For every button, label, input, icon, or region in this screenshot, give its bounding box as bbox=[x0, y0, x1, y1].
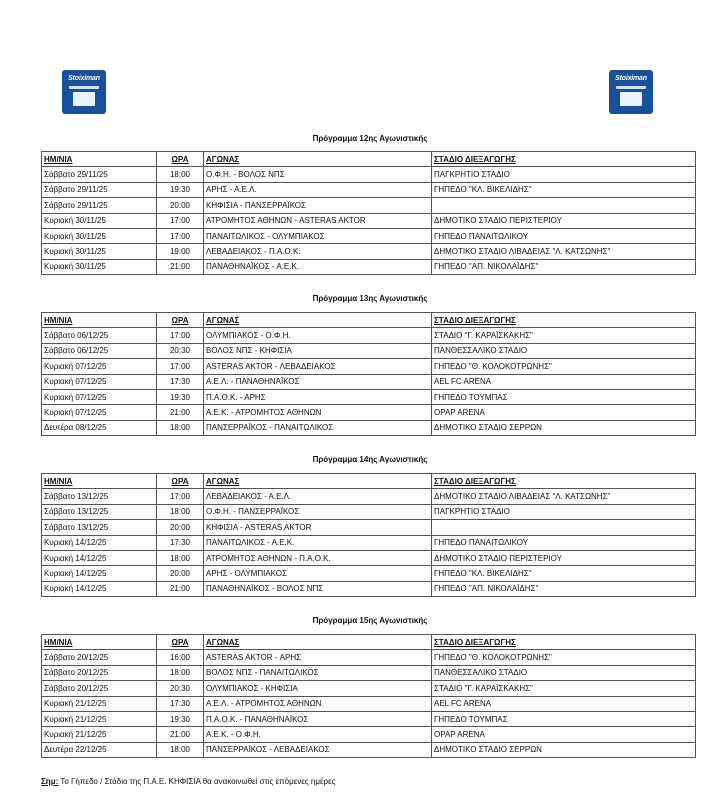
cell-time: 18:00 bbox=[157, 420, 204, 435]
cell-match: ΠΑΝΑΙΤΩΛΙΚΟΣ - Α.Ε.Κ. bbox=[204, 535, 432, 550]
logo-wordmark: Stoiximan bbox=[615, 75, 647, 82]
table-header-row bbox=[42, 313, 696, 328]
schedule-table bbox=[41, 312, 696, 436]
cell-time: 18:00 bbox=[157, 742, 204, 757]
table-row bbox=[42, 696, 696, 711]
cell-venue: ΔΗΜΟΤΙΚΟ ΣΤΑΔΙΟ ΣΕΡΡΩΝ bbox=[432, 420, 696, 435]
table-header-row bbox=[42, 152, 696, 167]
header-time: ΩΡΑ bbox=[157, 313, 204, 328]
cell-time: 16:00 bbox=[157, 650, 204, 665]
cell-venue: AEL FC ARENA bbox=[432, 374, 696, 389]
cell-match: Α.Ε.Λ. - ΑΤΡΟΜΗΤΟΣ ΑΘΗΝΩΝ bbox=[204, 696, 432, 711]
footnote-text: Το Γήπεδο / Στάδιο της Π.Α.Ε. ΚΗΦΙΣΙΑ θα ανακοινωθεί στις επόμενες ημέρες bbox=[58, 777, 336, 786]
cell-venue: ΠΑΓΚΡΗΤΙΟ ΣΤΑΔΙΟ bbox=[432, 504, 696, 519]
cell-match: ΚΗΦΙΣΙΑ - ASTERAS AKTOR bbox=[204, 520, 432, 535]
table-row bbox=[42, 727, 696, 742]
cell-venue: ΓΗΠΕΔΟ "ΚΛ. ΒΙΚΕΛΙΔΗΣ" bbox=[432, 182, 696, 197]
table-row bbox=[42, 711, 696, 726]
header-date: ΗΜ/ΝΙΑ bbox=[42, 635, 157, 650]
cell-date: Σάββατο 06/12/25 bbox=[42, 343, 157, 358]
table-row bbox=[42, 328, 696, 343]
cell-date: Κυριακή 30/11/25 bbox=[42, 228, 157, 243]
header-venue: ΣΤΑΔΙΟ ΔΙΕΞΑΓΩΓΗΣ bbox=[432, 474, 696, 489]
cell-time: 17:30 bbox=[157, 535, 204, 550]
cell-time: 20:30 bbox=[157, 681, 204, 696]
cell-time: 17:00 bbox=[157, 489, 204, 504]
cell-date: Σάββατο 06/12/25 bbox=[42, 328, 157, 343]
cell-date: Σάββατο 29/11/25 bbox=[42, 167, 157, 182]
cell-time: 17:00 bbox=[157, 228, 204, 243]
cell-match: Α.Ε.Λ. - ΠΑΝΑΘΗΝΑΪΚΟΣ bbox=[204, 374, 432, 389]
header-date: ΗΜ/ΝΙΑ bbox=[42, 313, 157, 328]
cell-venue: OPAP ARENA bbox=[432, 727, 696, 742]
cell-venue: ΔΗΜΟΤΙΚΟ ΣΤΑΔΙΟ ΛΙΒΑΔΕΙΑΣ "Λ. ΚΑΤΣΩΝΗΣ" bbox=[432, 244, 696, 259]
cell-match: Α.Ε.Κ. - Ο.Φ.Η. bbox=[204, 727, 432, 742]
cell-time: 20:00 bbox=[157, 566, 204, 581]
header-time: ΩΡΑ bbox=[157, 152, 204, 167]
cell-match: ASTERAS AKTOR - ΛΕΒΑΔΕΙΑΚΟΣ bbox=[204, 359, 432, 374]
header-venue: ΣΤΑΔΙΟ ΔΙΕΞΑΓΩΓΗΣ bbox=[432, 313, 696, 328]
header-match: ΑΓΩΝΑΣ bbox=[204, 313, 432, 328]
cell-venue: ΓΗΠΕΔΟ "Θ. ΚΟΛΟΚΟΤΡΩΝΗΣ" bbox=[432, 359, 696, 374]
round-title: Πρόγραμμα 12ης Αγωνιστικής bbox=[312, 134, 428, 143]
cell-match: ΟΛΥΜΠΙΑΚΟΣ - ΚΗΦΙΣΙΑ bbox=[204, 681, 432, 696]
cell-date: Κυριακή 30/11/25 bbox=[42, 213, 157, 228]
cell-time: 17:30 bbox=[157, 696, 204, 711]
header-time: ΩΡΑ bbox=[157, 474, 204, 489]
table-row bbox=[42, 244, 696, 259]
cell-time: 19:30 bbox=[157, 711, 204, 726]
cell-match: Π.Α.Ο.Κ. - ΑΡΗΣ bbox=[204, 389, 432, 404]
cell-venue: ΓΗΠΕΔΟ ΠΑΝΑΙΤΩΛΙΚΟΥ bbox=[432, 535, 696, 550]
schedule-table bbox=[41, 151, 696, 275]
cell-time: 17:30 bbox=[157, 374, 204, 389]
header-venue: ΣΤΑΔΙΟ ΔΙΕΞΑΓΩΓΗΣ bbox=[432, 152, 696, 167]
table-row bbox=[42, 681, 696, 696]
table-row bbox=[42, 182, 696, 197]
cell-date: Κυριακή 30/11/25 bbox=[42, 244, 157, 259]
table-row bbox=[42, 489, 696, 504]
table-row bbox=[42, 228, 696, 243]
table-row bbox=[42, 198, 696, 213]
cell-time: 17:00 bbox=[157, 213, 204, 228]
cell-match: Α.Ε.Κ. - ΑΤΡΟΜΗΤΟΣ ΑΘΗΝΩΝ bbox=[204, 405, 432, 420]
cell-date: Σάββατο 20/12/25 bbox=[42, 681, 157, 696]
table-row bbox=[42, 742, 696, 757]
header-date: ΗΜ/ΝΙΑ bbox=[42, 474, 157, 489]
cell-time: 21:00 bbox=[157, 727, 204, 742]
table-row bbox=[42, 550, 696, 565]
cell-match: ΠΑΝΣΕΡΡΑΪΚΟΣ - ΛΕΒΑΔΕΙΑΚΟΣ bbox=[204, 742, 432, 757]
cell-venue: ΓΗΠΕΔΟ "ΚΛ. ΒΙΚΕΛΙΔΗΣ" bbox=[432, 566, 696, 581]
cell-date: Κυριακή 21/12/25 bbox=[42, 696, 157, 711]
cell-match: ΠΑΝΑΙΤΩΛΙΚΟΣ - ΟΛΥΜΠΙΑΚΟΣ bbox=[204, 228, 432, 243]
cell-date: Κυριακή 07/12/25 bbox=[42, 389, 157, 404]
header-time: ΩΡΑ bbox=[157, 635, 204, 650]
cell-date: Κυριακή 21/12/25 bbox=[42, 711, 157, 726]
cell-time: 20:00 bbox=[157, 198, 204, 213]
cell-date: Κυριακή 07/12/25 bbox=[42, 359, 157, 374]
cell-time: 17:00 bbox=[157, 359, 204, 374]
table-row bbox=[42, 520, 696, 535]
cell-date: Κυριακή 07/12/25 bbox=[42, 374, 157, 389]
cell-time: 21:00 bbox=[157, 259, 204, 274]
cell-match: ΠΑΝΑΘΗΝΑΪΚΟΣ - ΒΟΛΟΣ ΝΠΣ bbox=[204, 581, 432, 596]
cell-venue: ΓΗΠΕΔΟ ΠΑΝΑΙΤΩΛΙΚΟΥ bbox=[432, 228, 696, 243]
cell-time: 20:30 bbox=[157, 343, 204, 358]
cell-date: Κυριακή 14/12/25 bbox=[42, 581, 157, 596]
table-header-row bbox=[42, 635, 696, 650]
schedule-table bbox=[41, 634, 696, 758]
cell-match: ASTERAS AKTOR - ΑΡΗΣ bbox=[204, 650, 432, 665]
cell-match: Ο.Φ.Η. - ΒΟΛΟΣ ΝΠΣ bbox=[204, 167, 432, 182]
cell-match: ΑΤΡΟΜΗΤΟΣ ΑΘΗΝΩΝ - Π.Α.Ο.Κ. bbox=[204, 550, 432, 565]
cell-venue: ΓΗΠΕΔΟ "ΑΠ. ΝΙΚΟΛΑΪΔΗΣ" bbox=[432, 259, 696, 274]
footnote-label: Σημ: bbox=[41, 777, 59, 786]
cell-date: Σάββατο 13/12/25 bbox=[42, 520, 157, 535]
cell-venue: ΣΤΑΔΙΟ "Γ. ΚΑΡΑΪΣΚΑΚΗΣ" bbox=[432, 681, 696, 696]
cell-venue: ΠΑΓΚΡΗΤΙΟ ΣΤΑΔΙΟ bbox=[432, 167, 696, 182]
cell-venue: ΔΗΜΟΤΙΚΟ ΣΤΑΔΙΟ ΠΕΡΙΣΤΕΡΙΟΥ bbox=[432, 213, 696, 228]
cell-venue: ΠΑΝΘΕΣΣΑΛΙΚΟ ΣΤΑΔΙΟ bbox=[432, 343, 696, 358]
footnote bbox=[41, 777, 336, 786]
cell-date: Σάββατο 13/12/25 bbox=[42, 504, 157, 519]
cell-match: ΑΡΗΣ - Α.Ε.Λ. bbox=[204, 182, 432, 197]
cell-match: ΑΡΗΣ - ΟΛΥΜΠΙΑΚΟΣ bbox=[204, 566, 432, 581]
stoiximan-logo-right bbox=[609, 70, 653, 114]
table-row bbox=[42, 420, 696, 435]
table-row bbox=[42, 665, 696, 680]
table-row bbox=[42, 259, 696, 274]
table-row bbox=[42, 566, 696, 581]
cell-time: 21:00 bbox=[157, 581, 204, 596]
cell-time: 20:00 bbox=[157, 520, 204, 535]
cell-match: ΛΕΒΑΔΕΙΑΚΟΣ - Α.Ε.Λ. bbox=[204, 489, 432, 504]
cell-venue: ΓΗΠΕΔΟ "Θ. ΚΟΛΟΚΟΤΡΩΝΗΣ" bbox=[432, 650, 696, 665]
cell-date: Κυριακή 07/12/25 bbox=[42, 405, 157, 420]
cell-date: Σάββατο 13/12/25 bbox=[42, 489, 157, 504]
cell-date: Κυριακή 14/12/25 bbox=[42, 535, 157, 550]
cell-venue: ΓΗΠΕΔΟ ΤΟΥΜΠΑΣ bbox=[432, 389, 696, 404]
table-row bbox=[42, 213, 696, 228]
table-row bbox=[42, 405, 696, 420]
cell-venue: ΠΑΝΘΕΣΣΑΛΙΚΟ ΣΤΑΔΙΟ bbox=[432, 665, 696, 680]
cell-venue: ΔΗΜΟΤΙΚΟ ΣΤΑΔΙΟ ΛΙΒΑΔΕΙΑΣ "Λ. ΚΑΤΣΩΝΗΣ" bbox=[432, 489, 696, 504]
cell-date: Δευτέρα 22/12/25 bbox=[42, 742, 157, 757]
round-title: Πρόγραμμα 13ης Αγωνιστικής bbox=[312, 294, 428, 303]
cell-venue: ΔΗΜΟΤΙΚΟ ΣΤΑΔΙΟ ΣΕΡΡΩΝ bbox=[432, 742, 696, 757]
cell-match: ΟΛΥΜΠΙΑΚΟΣ - Ο.Φ.Η. bbox=[204, 328, 432, 343]
table-row bbox=[42, 359, 696, 374]
cell-time: 19:30 bbox=[157, 182, 204, 197]
round-title: Πρόγραμμα 14ης Αγωνιστικής bbox=[312, 455, 428, 464]
cell-venue: OPAP ARENA bbox=[432, 405, 696, 420]
cell-venue bbox=[432, 198, 696, 213]
table-row bbox=[42, 343, 696, 358]
table-row bbox=[42, 504, 696, 519]
cell-date: Κυριακή 21/12/25 bbox=[42, 727, 157, 742]
cell-time: 18:00 bbox=[157, 167, 204, 182]
cell-venue bbox=[432, 520, 696, 535]
table-row bbox=[42, 535, 696, 550]
cell-date: Σάββατο 20/12/25 bbox=[42, 665, 157, 680]
table-row bbox=[42, 389, 696, 404]
header-venue: ΣΤΑΔΙΟ ΔΙΕΞΑΓΩΓΗΣ bbox=[432, 635, 696, 650]
cell-time: 17:00 bbox=[157, 328, 204, 343]
cell-date: Κυριακή 14/12/25 bbox=[42, 550, 157, 565]
cell-venue: ΓΗΠΕΔΟ "ΑΠ. ΝΙΚΟΛΑΪΔΗΣ" bbox=[432, 581, 696, 596]
header-match: ΑΓΩΝΑΣ bbox=[204, 635, 432, 650]
schedule-table bbox=[41, 473, 696, 597]
cell-time: 18:00 bbox=[157, 550, 204, 565]
cell-match: ΛΕΒΑΔΕΙΑΚΟΣ - Π.Α.Ο.Κ. bbox=[204, 244, 432, 259]
cell-venue: ΔΗΜΟΤΙΚΟ ΣΤΑΔΙΟ ΠΕΡΙΣΤΕΡΙΟΥ bbox=[432, 550, 696, 565]
logo-wordmark: Stoiximan bbox=[68, 75, 100, 82]
cell-date: Σάββατο 29/11/25 bbox=[42, 182, 157, 197]
table-row bbox=[42, 167, 696, 182]
table-header-row bbox=[42, 474, 696, 489]
cell-match: ΒΟΛΟΣ ΝΠΣ - ΚΗΦΙΣΙΑ bbox=[204, 343, 432, 358]
header-match: ΑΓΩΝΑΣ bbox=[204, 152, 432, 167]
table-row bbox=[42, 374, 696, 389]
table-row bbox=[42, 581, 696, 596]
cell-match: ΠΑΝΣΕΡΡΑΪΚΟΣ - ΠΑΝΑΙΤΩΛΙΚΟΣ bbox=[204, 420, 432, 435]
cell-time: 18:00 bbox=[157, 665, 204, 680]
cell-date: Κυριακή 14/12/25 bbox=[42, 566, 157, 581]
cell-time: 19:00 bbox=[157, 244, 204, 259]
cell-date: Σάββατο 29/11/25 bbox=[42, 198, 157, 213]
table-row bbox=[42, 650, 696, 665]
cell-match: ΠΑΝΑΘΗΝΑΪΚΟΣ - Α.Ε.Κ. bbox=[204, 259, 432, 274]
cell-match: Ο.Φ.Η. - ΠΑΝΣΕΡΡΑΪΚΟΣ bbox=[204, 504, 432, 519]
cell-date: Κυριακή 30/11/25 bbox=[42, 259, 157, 274]
cell-match: ΒΟΛΟΣ ΝΠΣ - ΠΑΝΑΙΤΩΛΙΚΟΣ bbox=[204, 665, 432, 680]
cell-match: Π.Α.Ο.Κ. - ΠΑΝΑΘΗΝΑΪΚΟΣ bbox=[204, 711, 432, 726]
cell-time: 18:00 bbox=[157, 504, 204, 519]
cell-venue: ΣΤΑΔΙΟ "Γ. ΚΑΡΑΪΣΚΑΚΗΣ" bbox=[432, 328, 696, 343]
stoiximan-logo-left bbox=[62, 70, 106, 114]
header-date: ΗΜ/ΝΙΑ bbox=[42, 152, 157, 167]
cell-time: 21:00 bbox=[157, 405, 204, 420]
round-title: Πρόγραμμα 15ης Αγωνιστικής bbox=[312, 616, 428, 625]
header-match: ΑΓΩΝΑΣ bbox=[204, 474, 432, 489]
cell-match: ΚΗΦΙΣΙΑ - ΠΑΝΣΕΡΡΑΪΚΟΣ bbox=[204, 198, 432, 213]
cell-time: 19:30 bbox=[157, 389, 204, 404]
cell-date: Σάββατο 20/12/25 bbox=[42, 650, 157, 665]
cell-venue: AEL FC ARENA bbox=[432, 696, 696, 711]
cell-date: Δευτέρα 08/12/25 bbox=[42, 420, 157, 435]
cell-venue: ΓΗΠΕΔΟ ΤΟΥΜΠΑΣ bbox=[432, 711, 696, 726]
cell-match: ΑΤΡΟΜΗΤΟΣ ΑΘΗΝΩΝ - ASTERAS AKTOR bbox=[204, 213, 432, 228]
